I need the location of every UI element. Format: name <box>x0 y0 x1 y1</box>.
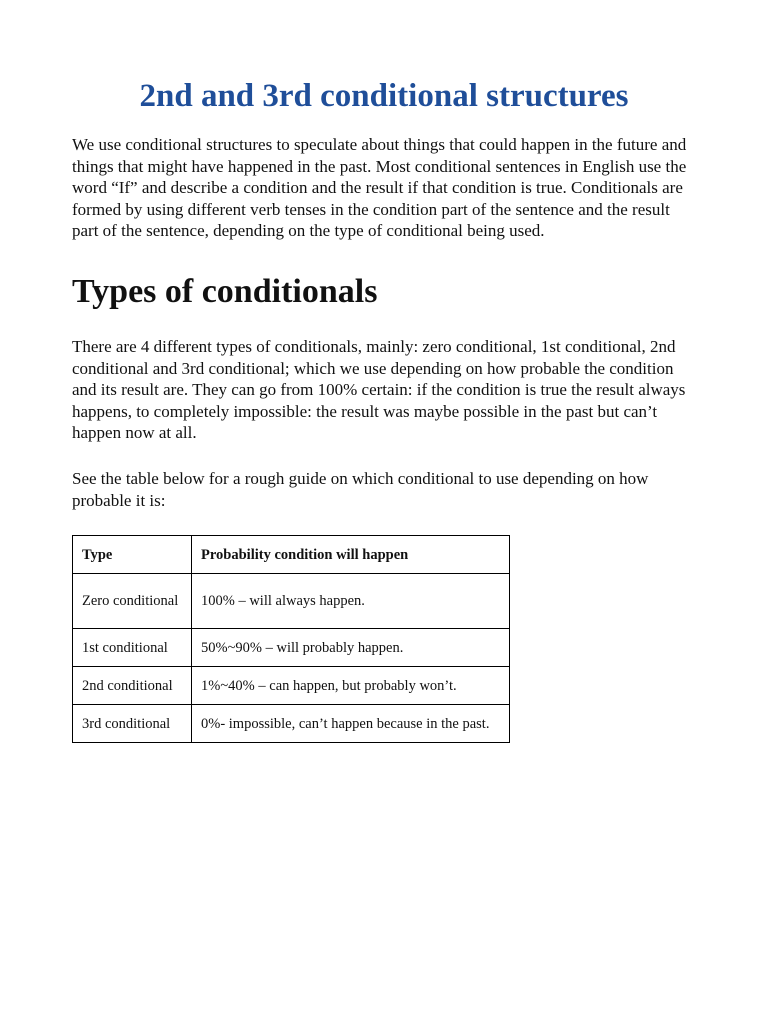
section-heading: Types of conditionals <box>72 272 378 310</box>
header-probability: Probability condition will happen <box>192 536 510 574</box>
cell-probability: 1%~40% – can happen, but probably won’t. <box>192 667 510 705</box>
table-row <box>73 574 510 629</box>
cell-probability: 50%~90% – will probably happen. <box>192 629 510 667</box>
header-type: Type <box>73 536 192 574</box>
types-paragraph: There are 4 different types of conditionals, mainly: zero conditional, 1st conditional, 2nd conditional and 3rd conditional; which we use depending on how probable the condition and its result are. They can go from 100% certain: if the condition is true the result always happens, to completely impossible: the result was maybe possible in the past but can’t happen now at all. <box>72 336 686 443</box>
cell-probability: 0%- impossible, can’t happen because in the past. <box>192 705 510 743</box>
table-header-row <box>73 536 510 574</box>
cell-type: 1st conditional <box>73 629 192 667</box>
page-title: 2nd and 3rd conditional structures <box>139 78 629 114</box>
guide-paragraph: See the table below for a rough guide on which conditional to use depending on how probable it is: <box>72 468 649 510</box>
cell-type: Zero conditional <box>73 574 192 629</box>
table-row <box>73 705 510 743</box>
table-row <box>73 667 510 705</box>
cell-type: 2nd conditional <box>73 667 192 705</box>
intro-paragraph: We use conditional structures to speculate about things that could happen in the future and things that might have happened in the past. Most conditional sentences in English use the word “If” and describe a condition and the result if that condition is true. Conditionals are formed by using different verb tenses in the condition part of the sentence and the result part of the sentence, depending on the type of conditional being used. <box>72 135 687 241</box>
cell-probability: 100% – will always happen. <box>192 574 510 629</box>
table-row <box>73 629 510 667</box>
probability-table <box>72 535 510 743</box>
cell-type: 3rd conditional <box>73 705 192 743</box>
